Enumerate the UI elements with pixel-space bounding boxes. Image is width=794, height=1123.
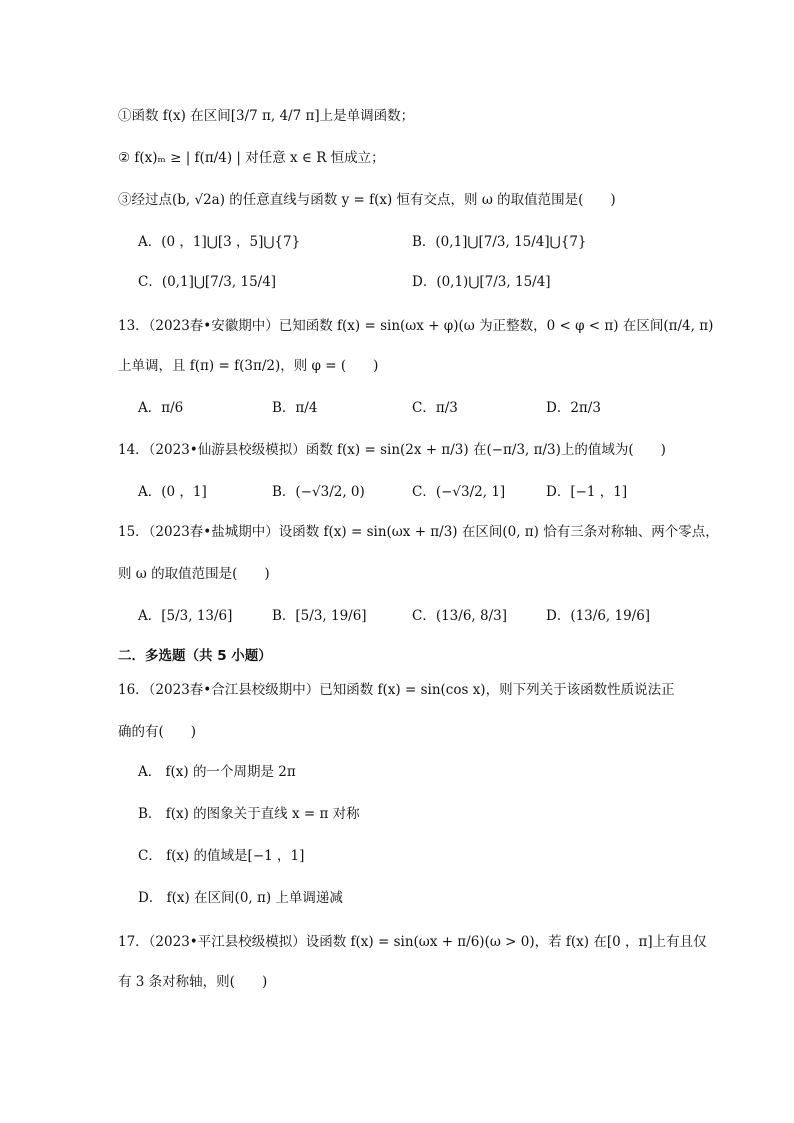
q17-stem-line2: 有 3 条对称轴，则( ): [118, 974, 268, 990]
q17-stem-line1: 17．（2023•平江县校级模拟）设函数 f(x) = sin(ωx + π/6)(ω > 0)，若 f(x) 在[0 ，π]上有且仅: [118, 934, 707, 950]
q15-option-c: C．(13/6, 8/3]: [412, 608, 507, 624]
q12-option-d: D．(0,1)⋃[7/3, 15/4]: [412, 274, 551, 290]
q16-option-a: A． f(x) 的一个周期是 2π: [138, 764, 296, 780]
q16-option-d: D． f(x) 在区间(0, π) 上单调递减: [138, 890, 343, 906]
q12-option-c: C．(0,1]⋃[7/3, 15/4]: [138, 274, 277, 290]
q15-option-b: B．[5/3, 19/6]: [272, 608, 367, 624]
q14-option-a: A．(0 ，1]: [138, 484, 207, 500]
q13-stem-line2: 上单调，且 f(π) = f(3π/2)，则 φ = ( ): [118, 358, 379, 374]
q14-option-c: C．(−√3/2, 1]: [412, 484, 506, 500]
q16-stem-line1: 16．（2023春•合江县校级期中）已知函数 f(x) = sin(cos x)，则下列关于该函数性质说法正: [118, 682, 675, 698]
q13-option-a: A．π/6: [138, 400, 184, 416]
q12-option-b: B．(0,1]⋃[7/3, 15/4]⋃{7}: [412, 234, 587, 250]
q15-option-d: D．(13/6, 19/6]: [546, 608, 651, 624]
condition-1: ①函数 f(x) 在区间[3/7 π, 4/7 π]上是单调函数；: [118, 108, 415, 124]
q13-option-d: D．2π/3: [546, 400, 601, 416]
q16-stem-line2: 确的有( ): [118, 724, 197, 740]
q14-option-b: B．(−√3/2, 0): [272, 484, 365, 500]
q14-stem: 14．（2023•仙游县校级模拟）函数 f(x) = sin(2x + π/3) 在(−π/3, π/3)上的值域为( ): [118, 442, 666, 458]
condition-3: ③经过点(b, √2a) 的任意直线与函数 y = f(x) 恒有交点，则 ω 的取值范围是( ): [118, 192, 616, 208]
section-heading: 二．多选题（共 5 小题）: [118, 648, 272, 664]
q15-stem-line2: 则 ω 的取值范围是( ): [118, 566, 270, 582]
q13-option-c: C．π/3: [412, 400, 458, 416]
q12-option-a: A．(0 ，1]⋃[3 ，5]⋃{7}: [138, 234, 301, 250]
q13-option-b: B．π/4: [272, 400, 318, 416]
q16-option-b: B． f(x) 的图象关于直线 x = π 对称: [138, 806, 360, 822]
q14-option-d: D．[−1 ，1]: [546, 484, 628, 500]
q13-stem-line1: 13．（2023春•安徽期中）已知函数 f(x) = sin(ωx + φ)(ω 为正整数，0 < φ < π) 在区间(π/4, π): [118, 318, 714, 334]
q16-option-c: C． f(x) 的值域是[−1 ，1]: [138, 848, 305, 864]
q15-option-a: A．[5/3, 13/6]: [138, 608, 233, 624]
condition-2: ② f(x)ₘ ≥ | f(π/4) | 对任意 x ∈ R 恒成立；: [118, 150, 385, 166]
q15-stem-line1: 15．（2023春•盐城期中）设函数 f(x) = sin(ωx + π/3) 在区间(0, π) 恰有三条对称轴、两个零点，: [118, 524, 719, 540]
